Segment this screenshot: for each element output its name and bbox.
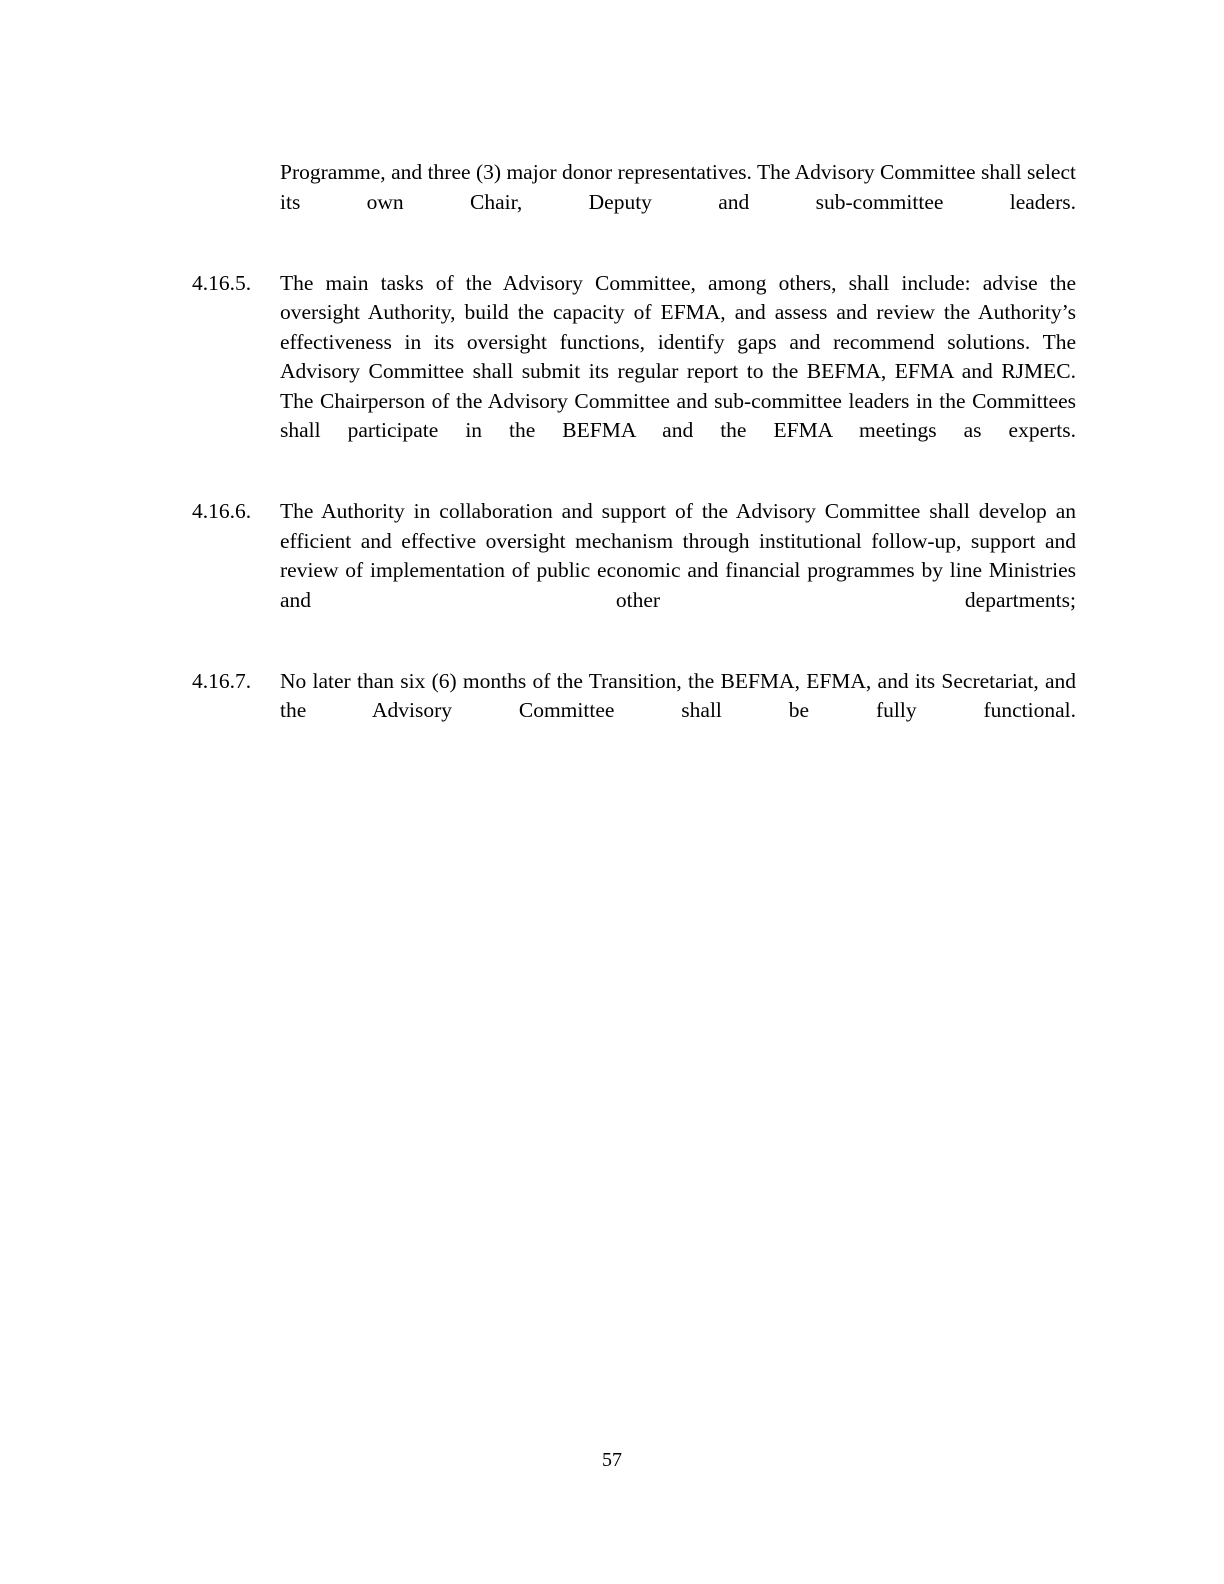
- clause-text: The main tasks of the Advisory Committee, among others, shall include: advise the oversight Authority, build the capacity of EFMA, and assess and review the Authority’s effectiveness in its oversight functions, identify gaps and recommend solutions. The Advisory Committee shall submit its regular report to the BEFMA, EFMA and RJMEC. The Chairperson of the Advisory Committee and sub-committee leaders in the Committees shall participate in the BEFMA and the EFMA meetings as experts.: [280, 270, 1076, 442]
- page-number: 57: [602, 1449, 622, 1471]
- continuation-paragraph: Programme, and three (3) major donor representatives. The Advisory Committee shall select its own Chair, Deputy and sub-committee leaders.: [280, 160, 1076, 214]
- clause-number: 4.16.7.: [192, 668, 252, 693]
- clause-4-16-6: [192, 497, 1076, 645]
- clause-number: 4.16.6.: [192, 499, 252, 523]
- clause-text: The Authority in collaboration and support of the Advisory Committee shall develop an efficient and effective oversight mechanism through institutional follow-up, support and review of implementation of public economic and financial programmes by line Ministries and other departments;: [280, 499, 1076, 612]
- clause-4-16-5: [192, 269, 1076, 476]
- clause-number: 4.16.5.: [192, 270, 252, 295]
- clause-4-16-7: [192, 667, 1076, 756]
- clause-text: No later than six (6) months of the Transition, the BEFMA, EFMA, and its Secretariat, and the Advisory Committee shall be fully functional.: [280, 668, 1076, 722]
- document-body: [192, 158, 1076, 755]
